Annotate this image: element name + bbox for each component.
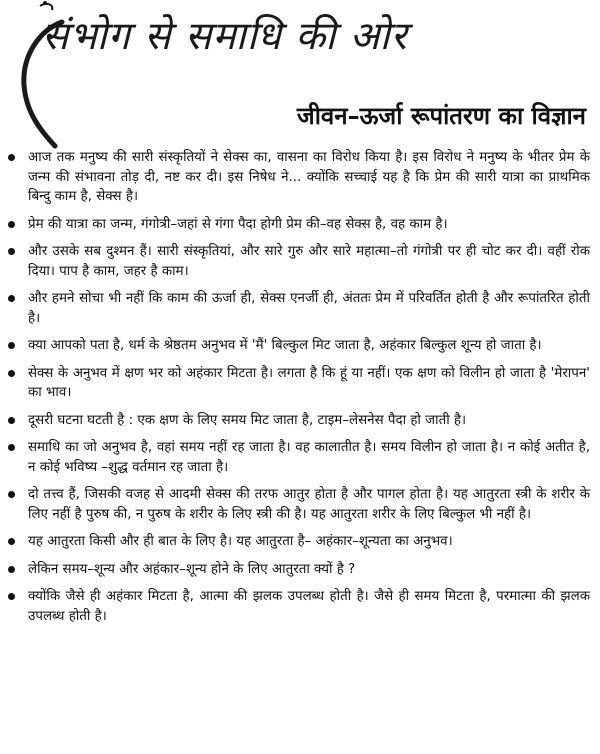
list-item [8,411,590,431]
point-text: दो तत्त्व हैं, जिसकी वजह से आदमी सेक्स की तरफ आतुर होता है और पागल होता है। यह आतुरता स्त्री के शरीर के लिए नहीं है पुरुष की, न पुरुष के शरीर के लिए स्त्री की है। यह आतुरता शरीर के लिए बिल्कुल भी नहीं है। [28,487,590,522]
bullet-icon [8,417,15,424]
list-item [8,242,590,281]
bullet-icon [8,538,15,545]
list-item [8,532,590,552]
point-text: आज तक मनुष्य की सारी संस्कृतियों ने सेक्स का, वासना का विरोध किया है। इस विरोध ने मनुष्य के भीतर प्रेम के जन्म की संभावना तोड़ दी, नष्ट कर दी। इस निषेध ने... क्योंकि सच्चाई यह है कि प्रेम की सारी यात्रा का प्राथमिक बिन्दु काम है, सेक्स है। [28,150,590,204]
bullet-icon [8,342,15,349]
header [0,0,600,148]
point-text: क्योंकि जैसे ही अहंकार मिटता है, आत्मा की झलक उपलब्ध होती है। जैसे ही समय मिटता है, परमात्मा की झलक उपलब्ध होती है। [28,589,590,624]
point-text: और हमने सोचा भी नहीं कि काम की ऊर्जा ही, सेक्स एनर्जी ही, अंततः प्रेम में परिवर्तित होती है और रूपांतरित होती है। [28,291,590,326]
list-item [8,560,590,580]
bullet-icon [8,295,15,302]
list-item [8,289,590,328]
bullet-icon [8,444,15,451]
point-text: प्रेम की यात्रा का जन्म, गंगोत्री–जहां से गंगा पैदा होगी प्रेम की–वह सेक्स है, वह काम है। [28,216,448,232]
page-title: संभोग से समाधि की ओर [42,14,408,59]
point-text: लेकिन समय–शून्य और अहंकार–शून्य होने के लिए आतुरता क्यों है ? [28,561,356,577]
bullet-icon [8,154,15,161]
bullet-icon [8,248,15,255]
page-subtitle: जीवन–ऊर्जा रूपांतरण का विज्ञान [296,102,586,130]
bullet-list [0,148,600,626]
bullet-icon [8,221,15,228]
list-item [8,148,590,207]
list-item [8,485,590,524]
bullet-icon [8,370,15,377]
point-text: यह आतुरता किसी और ही बात के लिए है। यह आतुरता है– अहंकार–शून्यता का अनुभव। [28,534,453,549]
list-item [8,587,590,626]
bullet-icon [8,491,15,498]
point-text: सेक्स के अनुभव में क्षण भर को अहंकार मिटता है। लगता है कि हूं या नहीं। एक क्षण को विलीन हो जाता है 'मेरापन' का भाव। [28,365,590,400]
list-item [8,364,590,403]
list-item [8,438,590,477]
bullet-icon [8,566,15,573]
bullet-icon [8,593,15,600]
point-text: क्या आपको पता है, धर्म के श्रेष्ठतम अनुभव में 'मैं' बिल्कुल मिट जाता है, अहंकार बिल्कुल शून्य हो जाता है। [28,338,542,353]
list-item [8,336,590,356]
point-text: और उसके सब दुश्मन हैं। सारी संस्कृतियां, और सारे गुरु और सारे महात्मा–तो गंगोत्री पर ही चोट कर दी। वहीं रोक दिया। पाप है काम, जहर है काम। [28,244,590,279]
point-text: दूसरी घटना घटती है : एक क्षण के लिए समय मिट जाता है, टाइम–लेसनेस पैदा हो जाती है। [28,412,467,428]
point-text: समाधि का जो अनुभव है, वहां समय नहीं रह जाता है। वह कालातीत है। समय विलीन हो जाता है। न कोई अतीत है, न कोई भविष्य –शुद्ध वर्तमान रह जाता है। [28,440,590,475]
list-item [8,215,590,235]
